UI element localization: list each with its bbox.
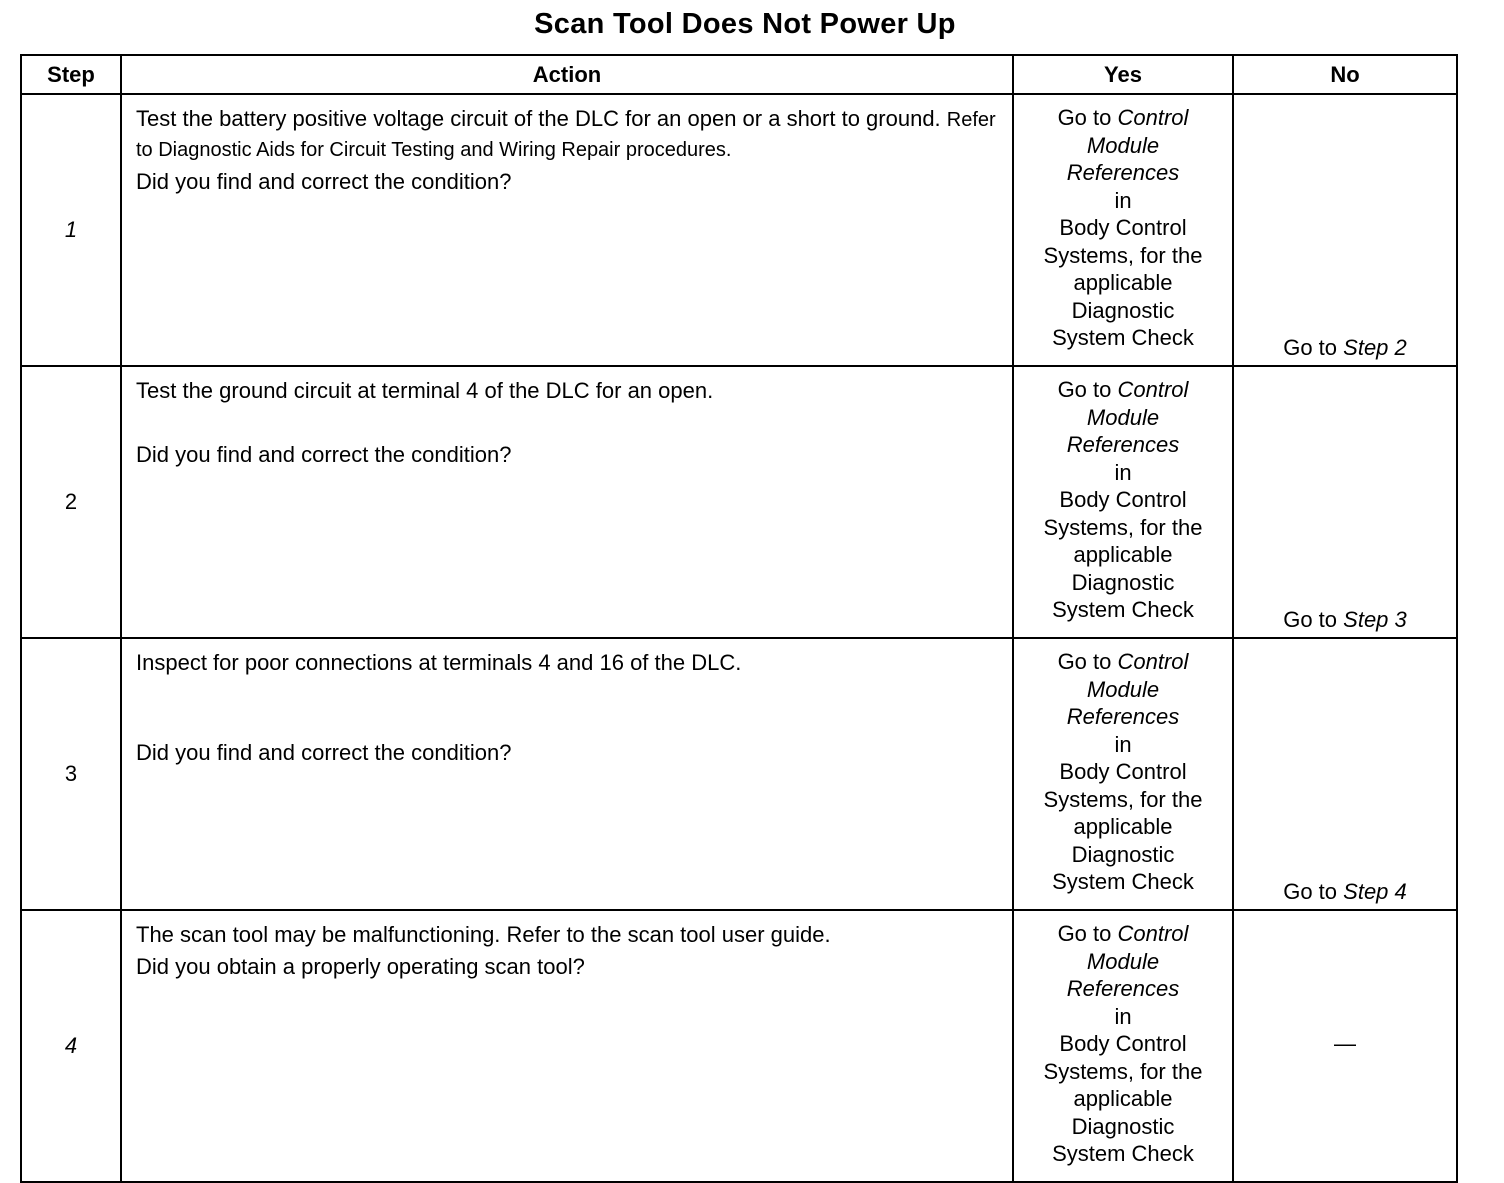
header-row (21, 55, 1457, 94)
action-text: Test the ground circuit at terminal 4 of the DLC for an open. (136, 378, 714, 403)
no-cell: Go to Step 4 (1233, 638, 1457, 910)
step-link: Step 4 (1343, 878, 1407, 904)
yes-cell: Go to Control Module References in Body Control Systems, for the applicable Diagnostic System Check (1013, 366, 1233, 638)
dash: — (1334, 1031, 1356, 1057)
action-text: The scan tool may be malfunctioning. Refer to the scan tool user guide. (136, 922, 831, 947)
table-row (21, 910, 1457, 1182)
no-cell: Go to Step 2 (1233, 94, 1457, 366)
action-reference: Refer to Diagnostic Aids for Circuit Testing and Wiring Repair procedures. (136, 109, 996, 161)
table-row (21, 94, 1457, 366)
action-cell (121, 94, 1013, 366)
yes-cell: Go to Control Module References in Body Control Systems, for the applicable Diagnostic System Check (1013, 94, 1233, 366)
step-link: Step 3 (1343, 606, 1407, 632)
no-cell: Go to Step 3 (1233, 366, 1457, 638)
header-action: Action (121, 55, 1013, 94)
header-yes: Yes (1013, 55, 1233, 94)
action-question: Did you find and correct the condition? (136, 739, 512, 765)
header-step: Step (21, 55, 121, 94)
table-row (21, 366, 1457, 638)
action-text: Test the battery positive voltage circuit of the DLC for an open or a short to ground. Refer to Diagnostic Aids for Circuit Testing and Wiring Repair procedures. (136, 106, 996, 161)
action-cell (121, 638, 1013, 910)
step-number: 1 (21, 94, 121, 366)
yes-cell: Go to Control Module References in Body Control Systems, for the applicable Diagnostic System Check (1013, 910, 1233, 1182)
table-row (21, 638, 1457, 910)
page-title: Scan Tool Does Not Power Up (534, 8, 956, 40)
action-cell (121, 366, 1013, 638)
action-cell (121, 910, 1013, 1182)
step-number: 4 (21, 910, 121, 1182)
yes-cell: Go to Control Module References in Body Control Systems, for the applicable Diagnostic System Check (1013, 638, 1233, 910)
action-question: Did you obtain a properly operating scan tool? (136, 953, 585, 979)
diagnostic-table (20, 54, 1458, 1183)
action-question: Did you find and correct the condition? (136, 169, 512, 194)
step-number: 3 (21, 638, 121, 910)
action-question: Did you find and correct the condition? (136, 441, 512, 467)
action-text: Inspect for poor connections at terminals 4 and 16 of the DLC. (136, 650, 742, 675)
no-cell (1233, 910, 1457, 1182)
header-no: No (1233, 55, 1457, 94)
step-number: 2 (21, 366, 121, 638)
step-link: Step 2 (1343, 334, 1407, 360)
